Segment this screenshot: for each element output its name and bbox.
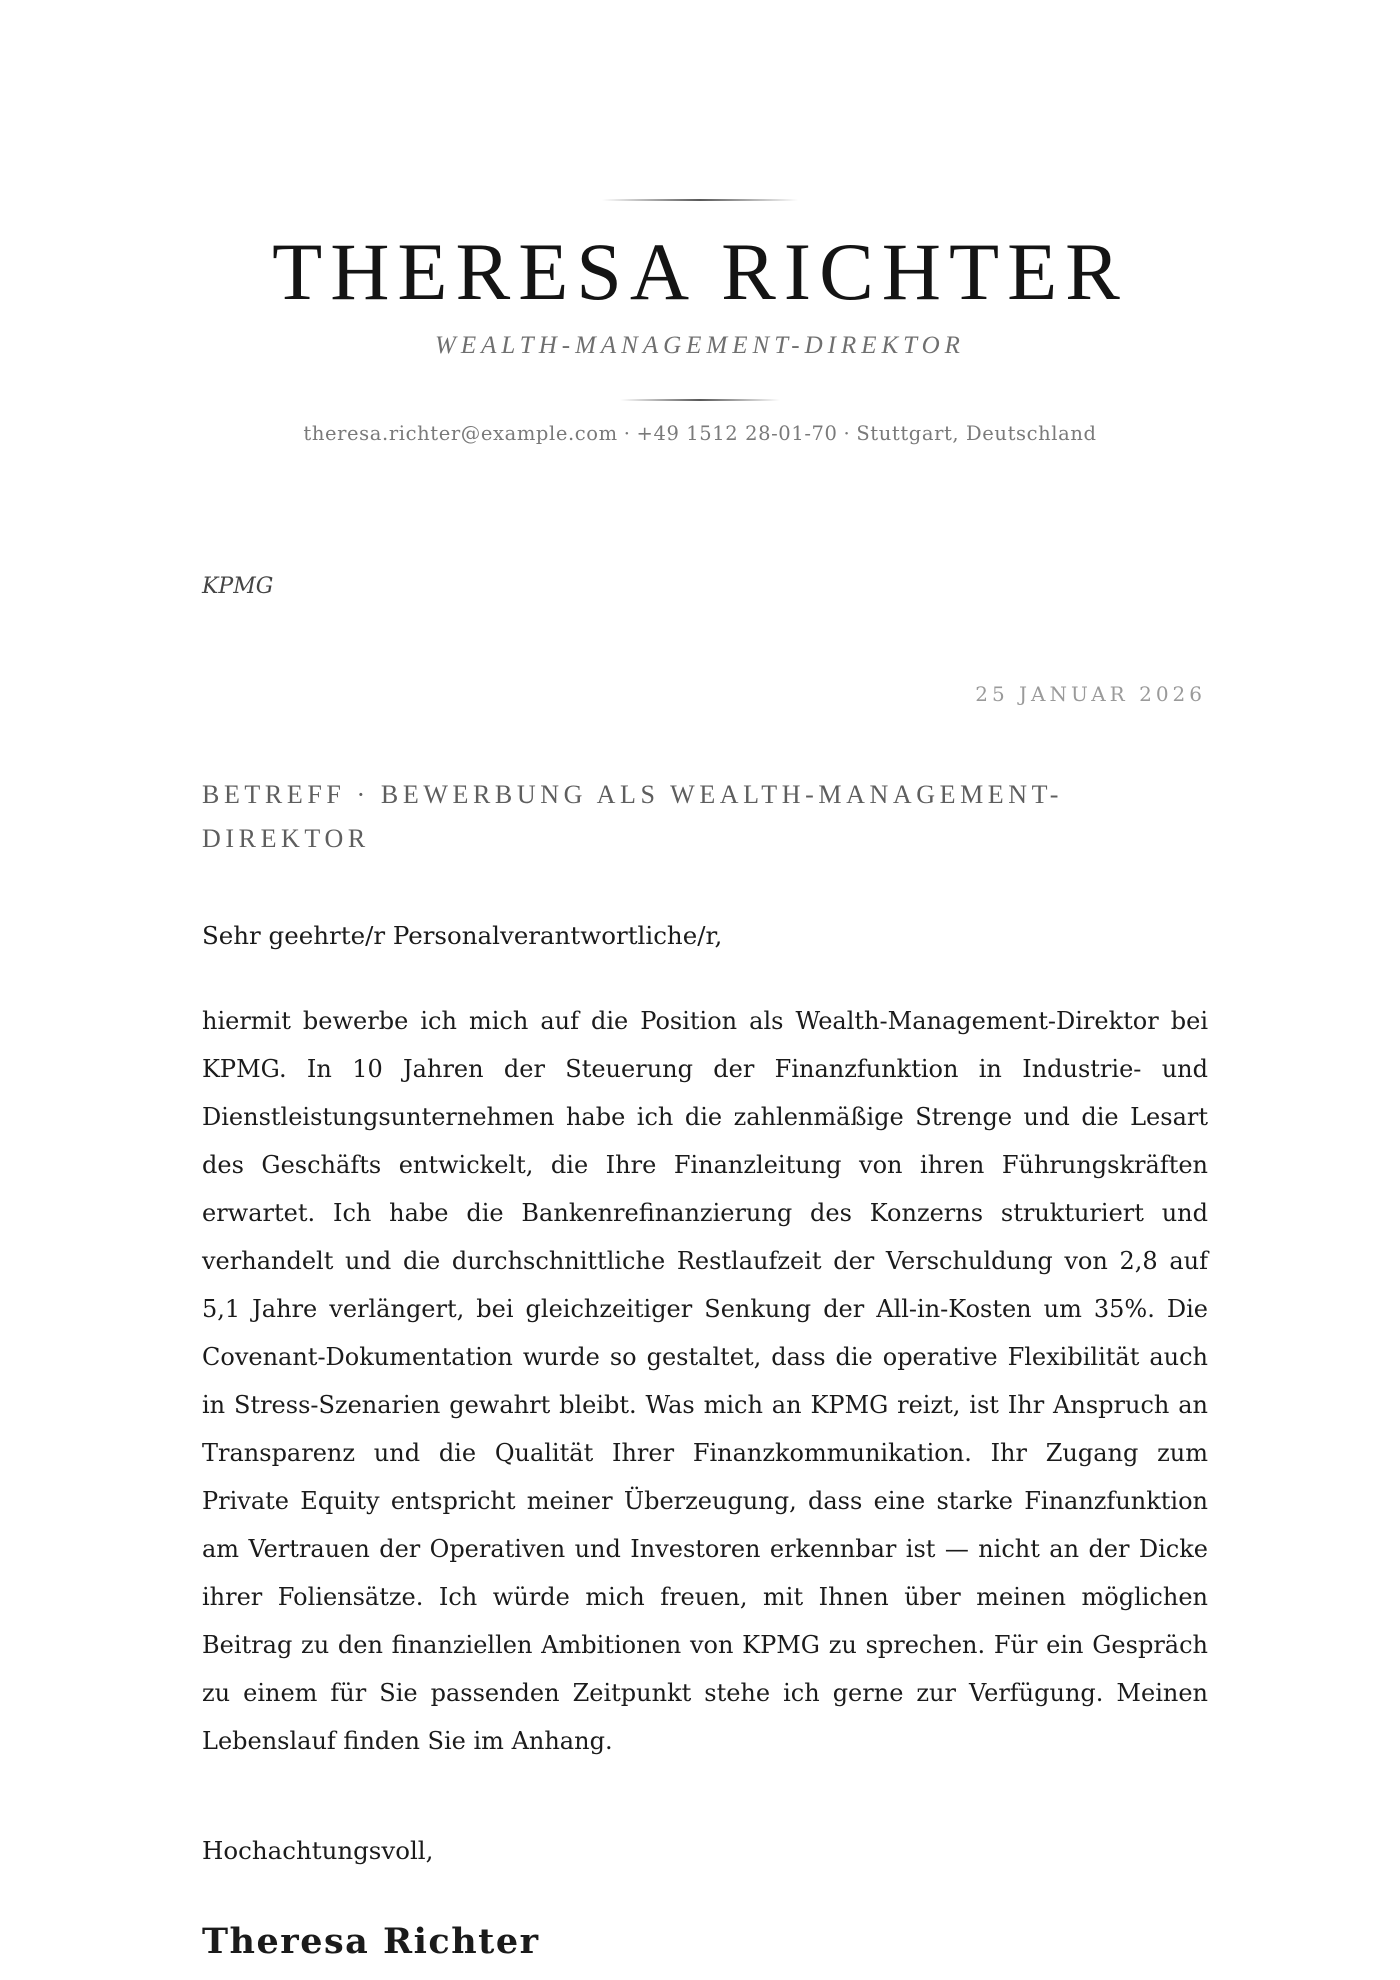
recipient-company: KPMG (202, 574, 274, 599)
applicant-title: WEALTH-MANAGEMENT-DIREKTOR (435, 332, 965, 359)
header-rule-top (602, 199, 798, 201)
letter-salutation: Sehr geehrte/r Personalverantwortliche/r, (202, 921, 723, 950)
contact-separator: · (623, 422, 631, 445)
letter-date: 25 JANUAR 2026 (975, 682, 1206, 706)
letter-subject: BETREFF · BEWERBUNG ALS WEALTH-MANAGEMENT-DIREKTOR (202, 780, 1064, 853)
contact-line (0, 420, 1400, 448)
letter-signature: Theresa Richter (202, 1921, 540, 1962)
contact-location: Stuttgart, Deutschland (856, 422, 1097, 445)
contact-email[interactable]: theresa.richter@example.com (303, 422, 618, 445)
applicant-name: THERESA RICHTER (272, 226, 1128, 317)
contact-separator: · (843, 422, 851, 445)
contact-phone[interactable]: +49 1512 28-01-70 (636, 422, 838, 445)
letter-closing: Hochachtungsvoll, (202, 1836, 434, 1865)
letter-body: hiermit bewerbe ich mich auf die Position als Wealth-Management-Direktor bei KPMG. In 10 Jahren der Steuerung der Finanzfunktion in Industrie- und Dienstleistungsunternehmen habe ich die zahlenmäßige Strenge und die Lesart des Geschäfts entwickelt, die Ihre Finanzleitung von ihren Führungskräften erwartet. Ich habe die Bankenrefinanzierung des Konzerns strukturiert und verhandelt und die durchschnittliche Restlaufzeit der Verschuldung von 2,8 auf 5,1 Jahre verlängert, bei gleichzeitiger Senkung der All-in-Kosten um 35%. Die Covenant-Dokumentation wurde so gestaltet, dass die operative Flexibilität auch in Stress-Szenarien gewahrt bleibt. Was mich an KPMG reizt, ist Ihr Anspruch an Transparenz und die Qualität Ihrer Finanzkommunikation. Ihr Zugang zum Private Equity entspricht meiner Überzeugung, dass eine starke Finanzfunktion am Vertrauen der Operativen und Investoren erkennbar ist — nicht an der Dicke ihrer Foliensätze. Ich würde mich freuen, mit Ihnen über meinen möglichen Beitrag zu den finanziellen Ambitionen von KPMG zu sprechen. Für ein Gespräch zu einem für Sie passenden Zeitpunkt stehe ich gerne zur Verfügung. Meinen Lebenslauf finden Sie im Anhang. (202, 1007, 1208, 1755)
header-rule-bottom (620, 399, 780, 401)
